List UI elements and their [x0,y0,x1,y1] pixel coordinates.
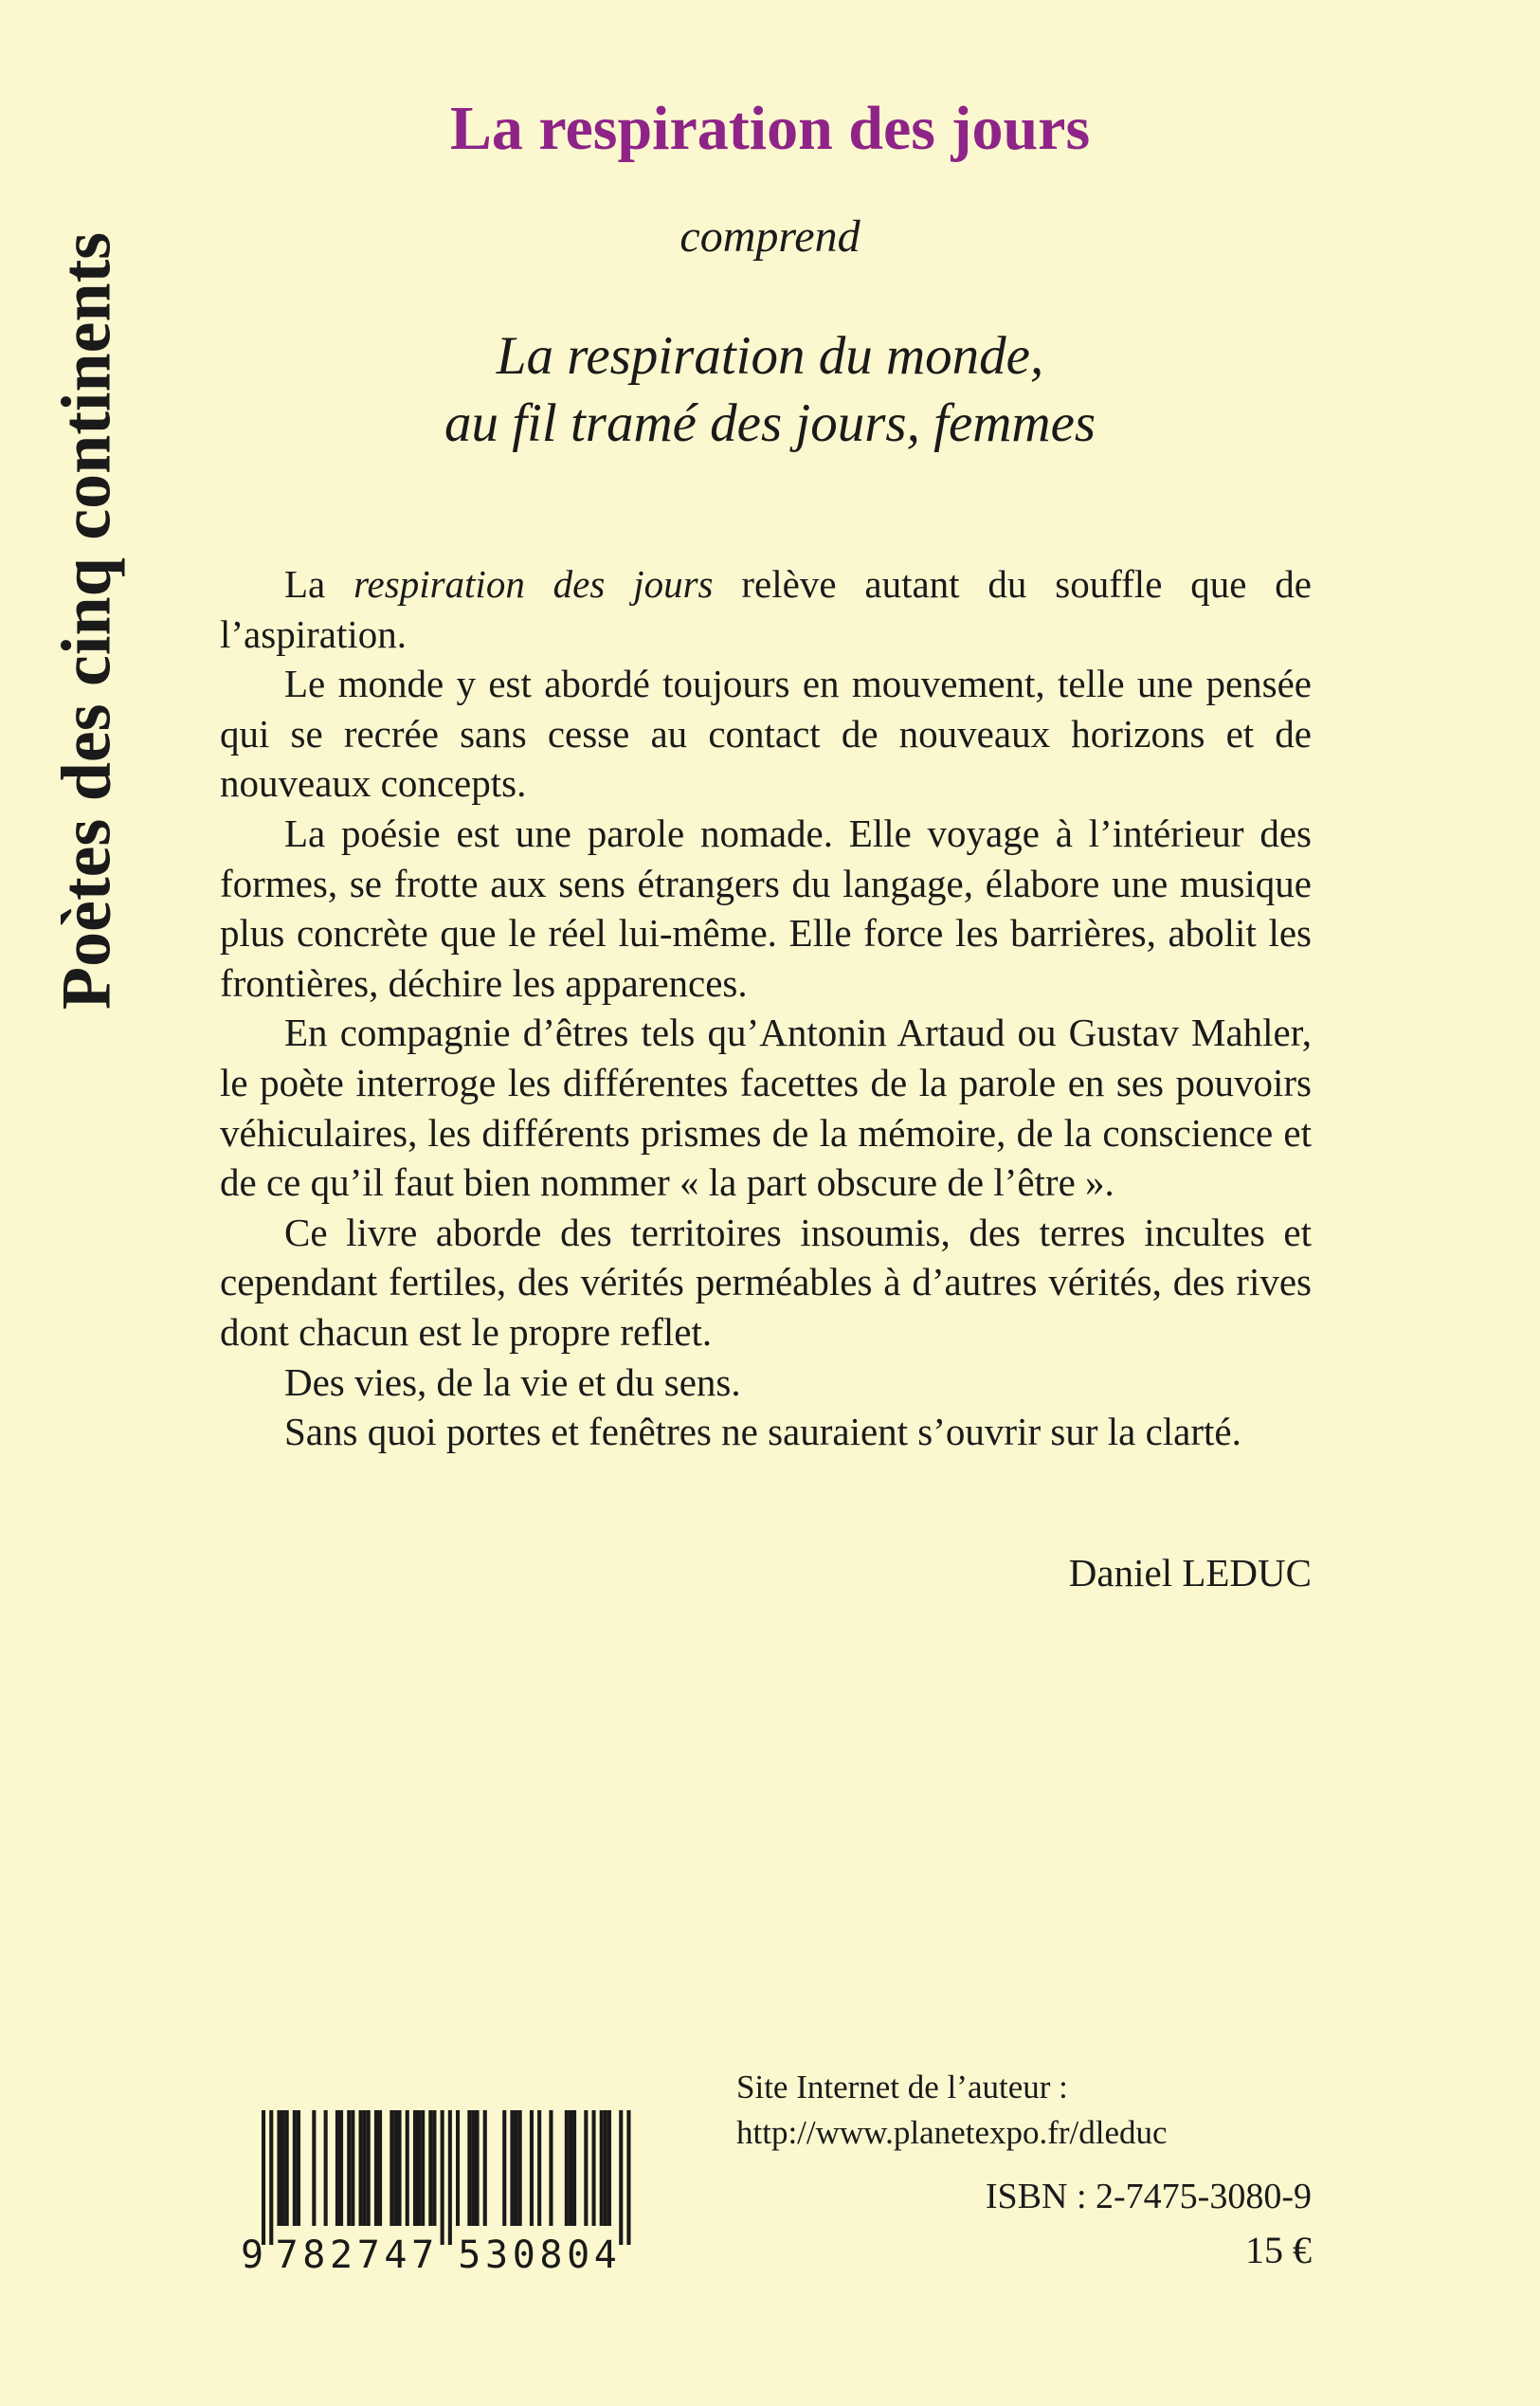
barcode-digit: 7 [356,2233,380,2277]
blurb-paragraph: Ce livre aborde des territoires insoumis, des terres incultes et cependant fertiles, des vérités perméables à d’autres vérités, des rives dont chacun est le propre reflet. [220,1210,1312,1354]
blurb-paragraph: Des vies, de la vie et du sens. [284,1359,741,1404]
blurb-paragraph: Le monde y est abordé toujours en mouvement, telle une pensée qui se recrée sans cesse au contact de nouveaux horizons et de nouveaux concepts. [220,662,1312,806]
barcode-bar [467,2110,471,2226]
included-work-line: La respiration du monde, [496,326,1044,386]
barcode-bar [448,2110,452,2245]
barcode-digit: 8 [539,2233,563,2277]
barcode-bar [483,2110,487,2226]
barcode-digit: 9 [240,2233,264,2277]
barcode-bar [390,2110,393,2226]
barcode-bar [297,2110,300,2226]
barcode-bar [441,2110,444,2245]
italic-title: respiration des jours [353,562,714,606]
barcode-bar [549,2110,553,2226]
barcode-bar [293,2110,297,2226]
barcode-bar [600,2110,604,2226]
barcode-bar [510,2110,514,2226]
barcode-bar [569,2110,572,2226]
author-signature: Daniel LEDUC [1068,1551,1312,1595]
barcode-bar [277,2110,281,2226]
barcode-bar [592,2110,596,2226]
barcode-bar [604,2110,607,2226]
barcode-bar [584,2110,588,2226]
blurb-paragraph [220,559,1312,659]
barcode-bar [421,2110,425,2226]
barcode-digit: 4 [593,2233,617,2277]
barcode-bar [269,2110,273,2245]
text: La [284,562,354,606]
barcode-bar [502,2110,506,2226]
barcode-bar [518,2110,522,2226]
comprend-label: comprend [679,211,861,262]
barcode-bar [471,2110,475,2226]
barcode-bar [335,2110,339,2226]
barcode-bar [324,2110,328,2226]
price: 15 € [1245,2229,1312,2271]
barcode-bar [515,2110,518,2226]
barcode-bar [406,2110,409,2226]
blurb-paragraph: La poésie est une parole nomade. Elle voyage à l’intérieur des formes, se frotte aux sens étrangers du langage, élabore une musique plus concrète que le réel lui-même. Elle force les barrières, abolit les frontières, déchire les apparences. [220,811,1312,1005]
barcode-bar [374,2110,378,2226]
barcode-bar [413,2110,417,2226]
barcode-bar [363,2110,367,2226]
barcode-bar [476,2110,480,2226]
author-website [736,2065,1168,2156]
barcode-bar [378,2110,382,2226]
barcode-digit: 0 [567,2233,590,2277]
blurb [220,559,1312,1457]
barcode-digit: 7 [275,2233,299,2277]
barcode-bar [417,2110,421,2226]
barcode-bar [339,2110,343,2226]
barcode-digit: 3 [485,2233,509,2277]
barcode-bar [619,2110,623,2245]
text: relève autant du souffle que de l’aspiration. [220,562,1313,656]
book-title: La respiration des jours [449,94,1091,163]
barcode-bar [428,2110,432,2226]
barcode-bar [626,2110,630,2245]
barcode-bar [262,2110,265,2245]
barcode-bar [285,2110,289,2226]
barcode-bar [432,2110,436,2226]
included-work-line: au fil tramé des jours, femmes [444,393,1096,453]
barcode-digit: 0 [512,2233,535,2277]
included-works [0,322,1540,457]
barcode-bar [530,2110,534,2226]
barcode-bar [537,2110,541,2226]
barcode-bar [281,2110,285,2226]
barcode-bar [359,2110,363,2226]
barcode-bar [607,2110,611,2226]
barcode-bar [351,2110,354,2226]
barcode-digit: 7 [411,2233,435,2277]
website-label: Site Internet de l’auteur : [736,2069,1068,2105]
barcode-bar [393,2110,397,2226]
barcode-digit: 4 [384,2233,408,2277]
isbn: ISBN : 2-7475-3080-9 [985,2177,1312,2216]
barcode-bar [347,2110,351,2226]
blurb-paragraph: En compagnie d’êtres tels qu’Antonin Artaud ou Gustav Mahler, le poète interroge les différentes facettes de la parole en ses pouvoirs véhiculaires, les différents prismes de la mémoire, de la conscience et de ce qu’il faut bien nommer « la part obscure de l’être ». [220,1011,1312,1205]
barcode-bar [367,2110,371,2226]
barcode-digit: 8 [302,2233,326,2277]
barcode-bar [312,2110,316,2226]
spine-series-title: Poètes des cinq continents [47,231,126,1011]
barcode [240,2110,656,2281]
barcode-bar [398,2110,402,2226]
barcode-bar [456,2110,460,2226]
barcode-digit: 2 [330,2233,353,2277]
barcode-bar [565,2110,569,2226]
blurb-paragraph: Sans quoi portes et fenêtres ne sauraient s’ouvrir sur la clarté. [284,1410,1241,1454]
barcode-digit: 5 [458,2233,481,2277]
barcode-bar [572,2110,576,2226]
website-url[interactable]: http://www.planetexpo.fr/dleduc [736,2114,1168,2151]
